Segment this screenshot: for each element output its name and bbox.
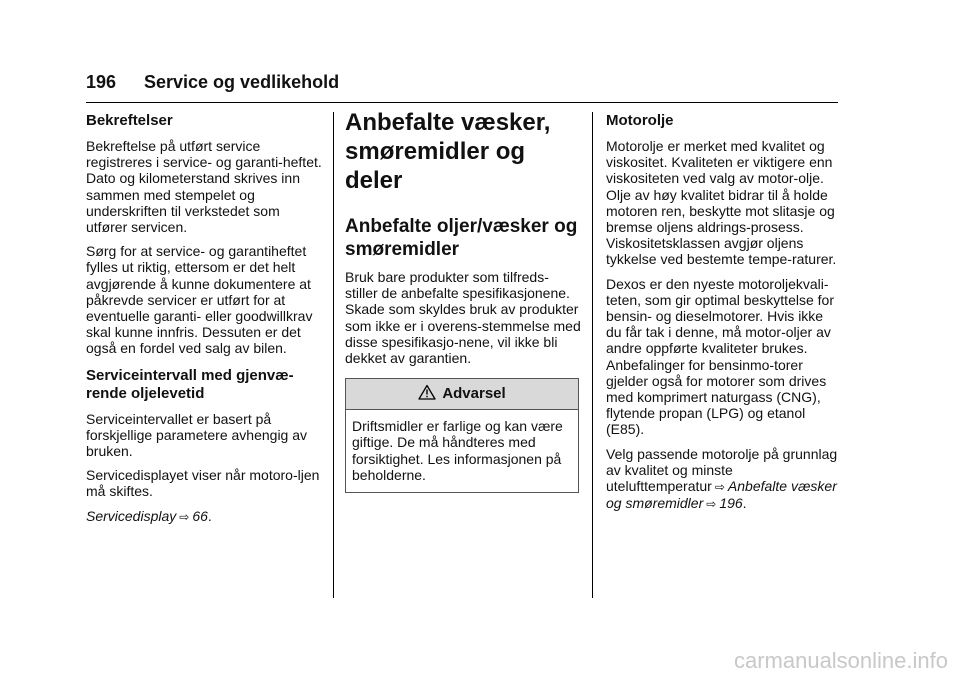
page-header — [86, 72, 838, 103]
column-divider-right — [592, 112, 593, 598]
heading-serviceintervall: Serviceintervall med gjenvæ-rende oljelevetid — [86, 366, 294, 402]
chapter-heading: Anbefalte væsker, smøremidler og deler — [345, 109, 551, 194]
column-right — [606, 108, 842, 520]
paragraph-serviceintervallet: Serviceintervallet er basert på forskjellige parametere avhengig av bruken. — [86, 410, 308, 460]
page-reference-arrow-icon: ⇨ — [706, 497, 717, 512]
page-reference-arrow-icon: ⇨ — [179, 509, 190, 524]
reference-text: Servicedisplay — [86, 507, 177, 524]
reference-period: . — [207, 507, 212, 524]
reference-page[interactable]: 196 — [719, 495, 743, 512]
reference-period: . — [742, 495, 747, 512]
warning-body: Driftsmidler er farlige og kan være giftige. De må håndteres med forsiktighet. Les informasjonen på beholderne. — [352, 418, 563, 483]
page-number: 196 — [86, 72, 117, 92]
cross-reference-servicedisplay[interactable] — [86, 508, 322, 525]
subheading-oljer: Anbefalte oljer/væsker og smøremidler — [345, 216, 578, 260]
warning-header — [346, 379, 578, 410]
heading-motorolje: Motorolje — [606, 112, 674, 129]
warning-icon — [418, 384, 436, 404]
column-middle — [345, 108, 581, 493]
column-left — [86, 108, 322, 533]
reference-page[interactable]: 66 — [192, 507, 208, 524]
reference-text: Anbefalte væsker og smøremidler — [606, 478, 837, 512]
paragraph-bruk-bare: Bruk bare produkter som tilfreds-stiller de anbefalte spesifikasjonene. Skade som skyldes bruk av produkter som ikke er i overens-stemmelse med disse spesifikasjo-nene, vil ikke bli dekket av garantien. — [345, 269, 581, 367]
paragraph-garantiheftet: Sørg for at service- og garantiheftet fylles ut riktig, ettersom er det helt avgjørende å kunne dokumentere at påkrevde servicer er utført for at eventuelle garanti- eller goodwillkrav skal kunne innfris. Dessuten er det også en fordel ved salg av bilen. — [86, 243, 313, 357]
section-title: Service og vedlikehold — [144, 72, 340, 92]
watermark: carmanualsonline.info — [733, 648, 948, 673]
velg-text: Velg passende motorolje på grunnlag av kvalitet og minste utelufttemperatur — [606, 445, 838, 495]
paragraph-dexos: Dexos er den nyeste motoroljekvali-teten, som gir optimal beskyttelse for bensin- og dieselmotorer. Hvis ikke du får tak i denne, må motor-oljer av andre oppførte kvaliteter brukes. Anbefalinger for bensinmo-torer gjelder også for motorer som drives med komprimert naturgass (CNG), flytende propan (LPG) og etanol (E85). — [606, 275, 834, 438]
paragraph-motorolje: Motorolje er merket med kvalitet og viskositet. Kvaliteten er viktigere enn viskositeten ved valg av motor-olje. Olje av høy kvalitet bidrar til å holde motoren ren, beskytte mot slitasje og bremse oljens aldrings-prosess. Viskositetsklassen avgjør oljens tykkelse ved bestemte tempe-raturer. — [606, 138, 837, 268]
paragraph-bekreftelse: Bekreftelse på utført service registreres i service- og garanti-heftet. Dato og kilometerstand skrives inn sammen med stempelet og underskriften til verkstedet som utfører servicen. — [86, 138, 322, 236]
warning-box — [345, 378, 579, 493]
paragraph-servicedisplayet: Servicedisplayet viser når motoro-ljen må skiftes. — [86, 467, 320, 500]
paragraph-velg-motorolje — [606, 446, 842, 513]
warning-title: Advarsel — [442, 385, 506, 403]
heading-bekreftelser: Bekreftelser — [86, 112, 173, 129]
page-reference-arrow-icon: ⇨ — [714, 480, 725, 495]
column-divider-left — [333, 112, 334, 598]
